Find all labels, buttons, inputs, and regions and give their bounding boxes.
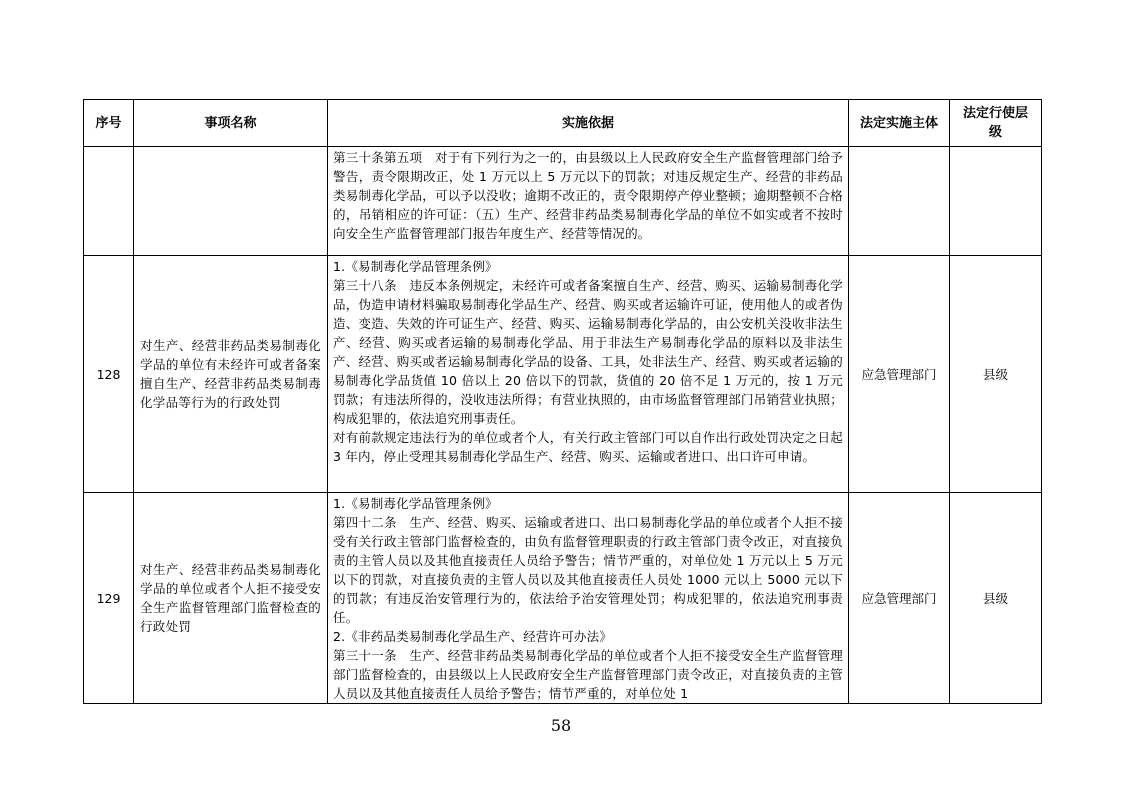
header-no: 序号 (84, 100, 134, 147)
item-name: 对生产、经营非药品类易制毒化学品的单位有未经许可或者备案擅自生产、经营非药品类易制毒化学品等行为的行政处罚 (134, 256, 328, 493)
basis-law-title: 1.《易制毒化学品管理条例》 (333, 496, 498, 511)
exercise-level: 县级 (950, 493, 1042, 704)
table-row (84, 256, 1042, 493)
legal-basis (328, 147, 849, 256)
implementing-body: 应急管理部门 (849, 493, 950, 704)
item-name: 对生产、经营非药品类易制毒化学品的单位或者个人拒不接受安全生产监督管理部门监督检查的行政处罚 (134, 493, 328, 704)
basis-law-title: 1.《易制毒化学品管理条例》 (333, 259, 498, 274)
row-number: 129 (84, 493, 134, 704)
header-row (84, 100, 1042, 147)
row-number: 128 (84, 256, 134, 493)
page-number: 58 (550, 716, 572, 735)
legal-basis (328, 493, 849, 704)
item-name (134, 147, 328, 256)
header-level-text: 法定行使层级 (962, 106, 1028, 140)
header-basis: 实施依据 (328, 100, 849, 147)
table-row (84, 147, 1042, 256)
implementing-body: 应急管理部门 (849, 256, 950, 493)
implementing-body (849, 147, 950, 256)
regulation-table (83, 99, 1042, 704)
row-number (84, 147, 134, 256)
basis-paragraph: 第三十条第五项 对于有下列行为之一的，由县级以上人民政府安全生产监督管理部门给予警告，责令限期改正，处 1 万元以上 5 万元以下的罚款；对违反规定生产、经营的非药品类易制毒化学品，可以予以没收；逾期不改正的，责令限期停产停业整顿；逾期整顿不合格的，吊销相应的许可证：（五）生产、经营非药品类易制毒化学品的单位不如实或者不按时向安全生产监督管理部门报告年度生产、经营等情况的。 (333, 150, 843, 241)
header-name: 事项名称 (134, 100, 328, 147)
basis-paragraph: 第三十八条 违反本条例规定，未经许可或者备案擅自生产、经营、购买、运输易制毒化学品，伪造申请材料骗取易制毒化学品生产、经营、购买或者运输许可证，使用他人的或者伪造、变造、失效的许可证生产、经营、购买、运输易制毒化学品的，由公安机关没收非法生产、经营、购买或者运输的易制毒化学品、用于非法生产易制毒化学品的原料以及非法生产、经营、购买或者运输易制毒化学品的设备、工具，处非法生产、经营、购买或者运输的易制毒化学品货值 10 倍以上 20 倍以下的罚款，货值的 20 倍不足 1 万元的，按 1 万元罚款；有违法所得的，没收违法所得；有营业执照的，由市场监督管理部门吊销营业执照；构成犯罪的，依法追究刑事责任。 (333, 278, 843, 426)
exercise-level: 县级 (950, 256, 1042, 493)
basis-paragraph: 对有前款规定违法行为的单位或者个人，有关行政主管部门可以自作出行政处罚决定之日起 3 年内，停止受理其易制毒化学品生产、经营、购买、运输或者进口、出口许可申请。 (333, 430, 843, 464)
table-row (84, 493, 1042, 704)
basis-law-title: 2.《非药品类易制毒化学品生产、经营许可办法》 (333, 629, 613, 644)
basis-paragraph: 第三十一条 生产、经营非药品类易制毒化学品的单位或者个人拒不接受安全生产监督管理部门监督检查的，由县级以上人民政府安全生产监督管理部门责令改正，对直接负责的主管人员以及其他直接责任人员给予警告；情节严重的，对单位处 1 (333, 648, 843, 701)
legal-basis (328, 256, 849, 493)
basis-paragraph: 第四十二条 生产、经营、购买、运输或者进口、出口易制毒化学品的单位或者个人拒不接受有关行政主管部门监督检查的，由负有监督管理职责的行政主管部门责令改正，对直接负责的主管人员以及其他直接责任人员给予警告；情节严重的，对单位处 1 万元以上 5 万元以下的罚款，对直接负责的主管人员以及其他直接责任人员处 1000 元以上 5000 元以下的罚款；有违反治安管理行为的，依法给予治安管理处罚；构成犯罪的，依法追究刑事责任。 (333, 515, 843, 625)
exercise-level (950, 147, 1042, 256)
header-level (950, 100, 1042, 147)
header-subject: 法定实施主体 (849, 100, 950, 147)
